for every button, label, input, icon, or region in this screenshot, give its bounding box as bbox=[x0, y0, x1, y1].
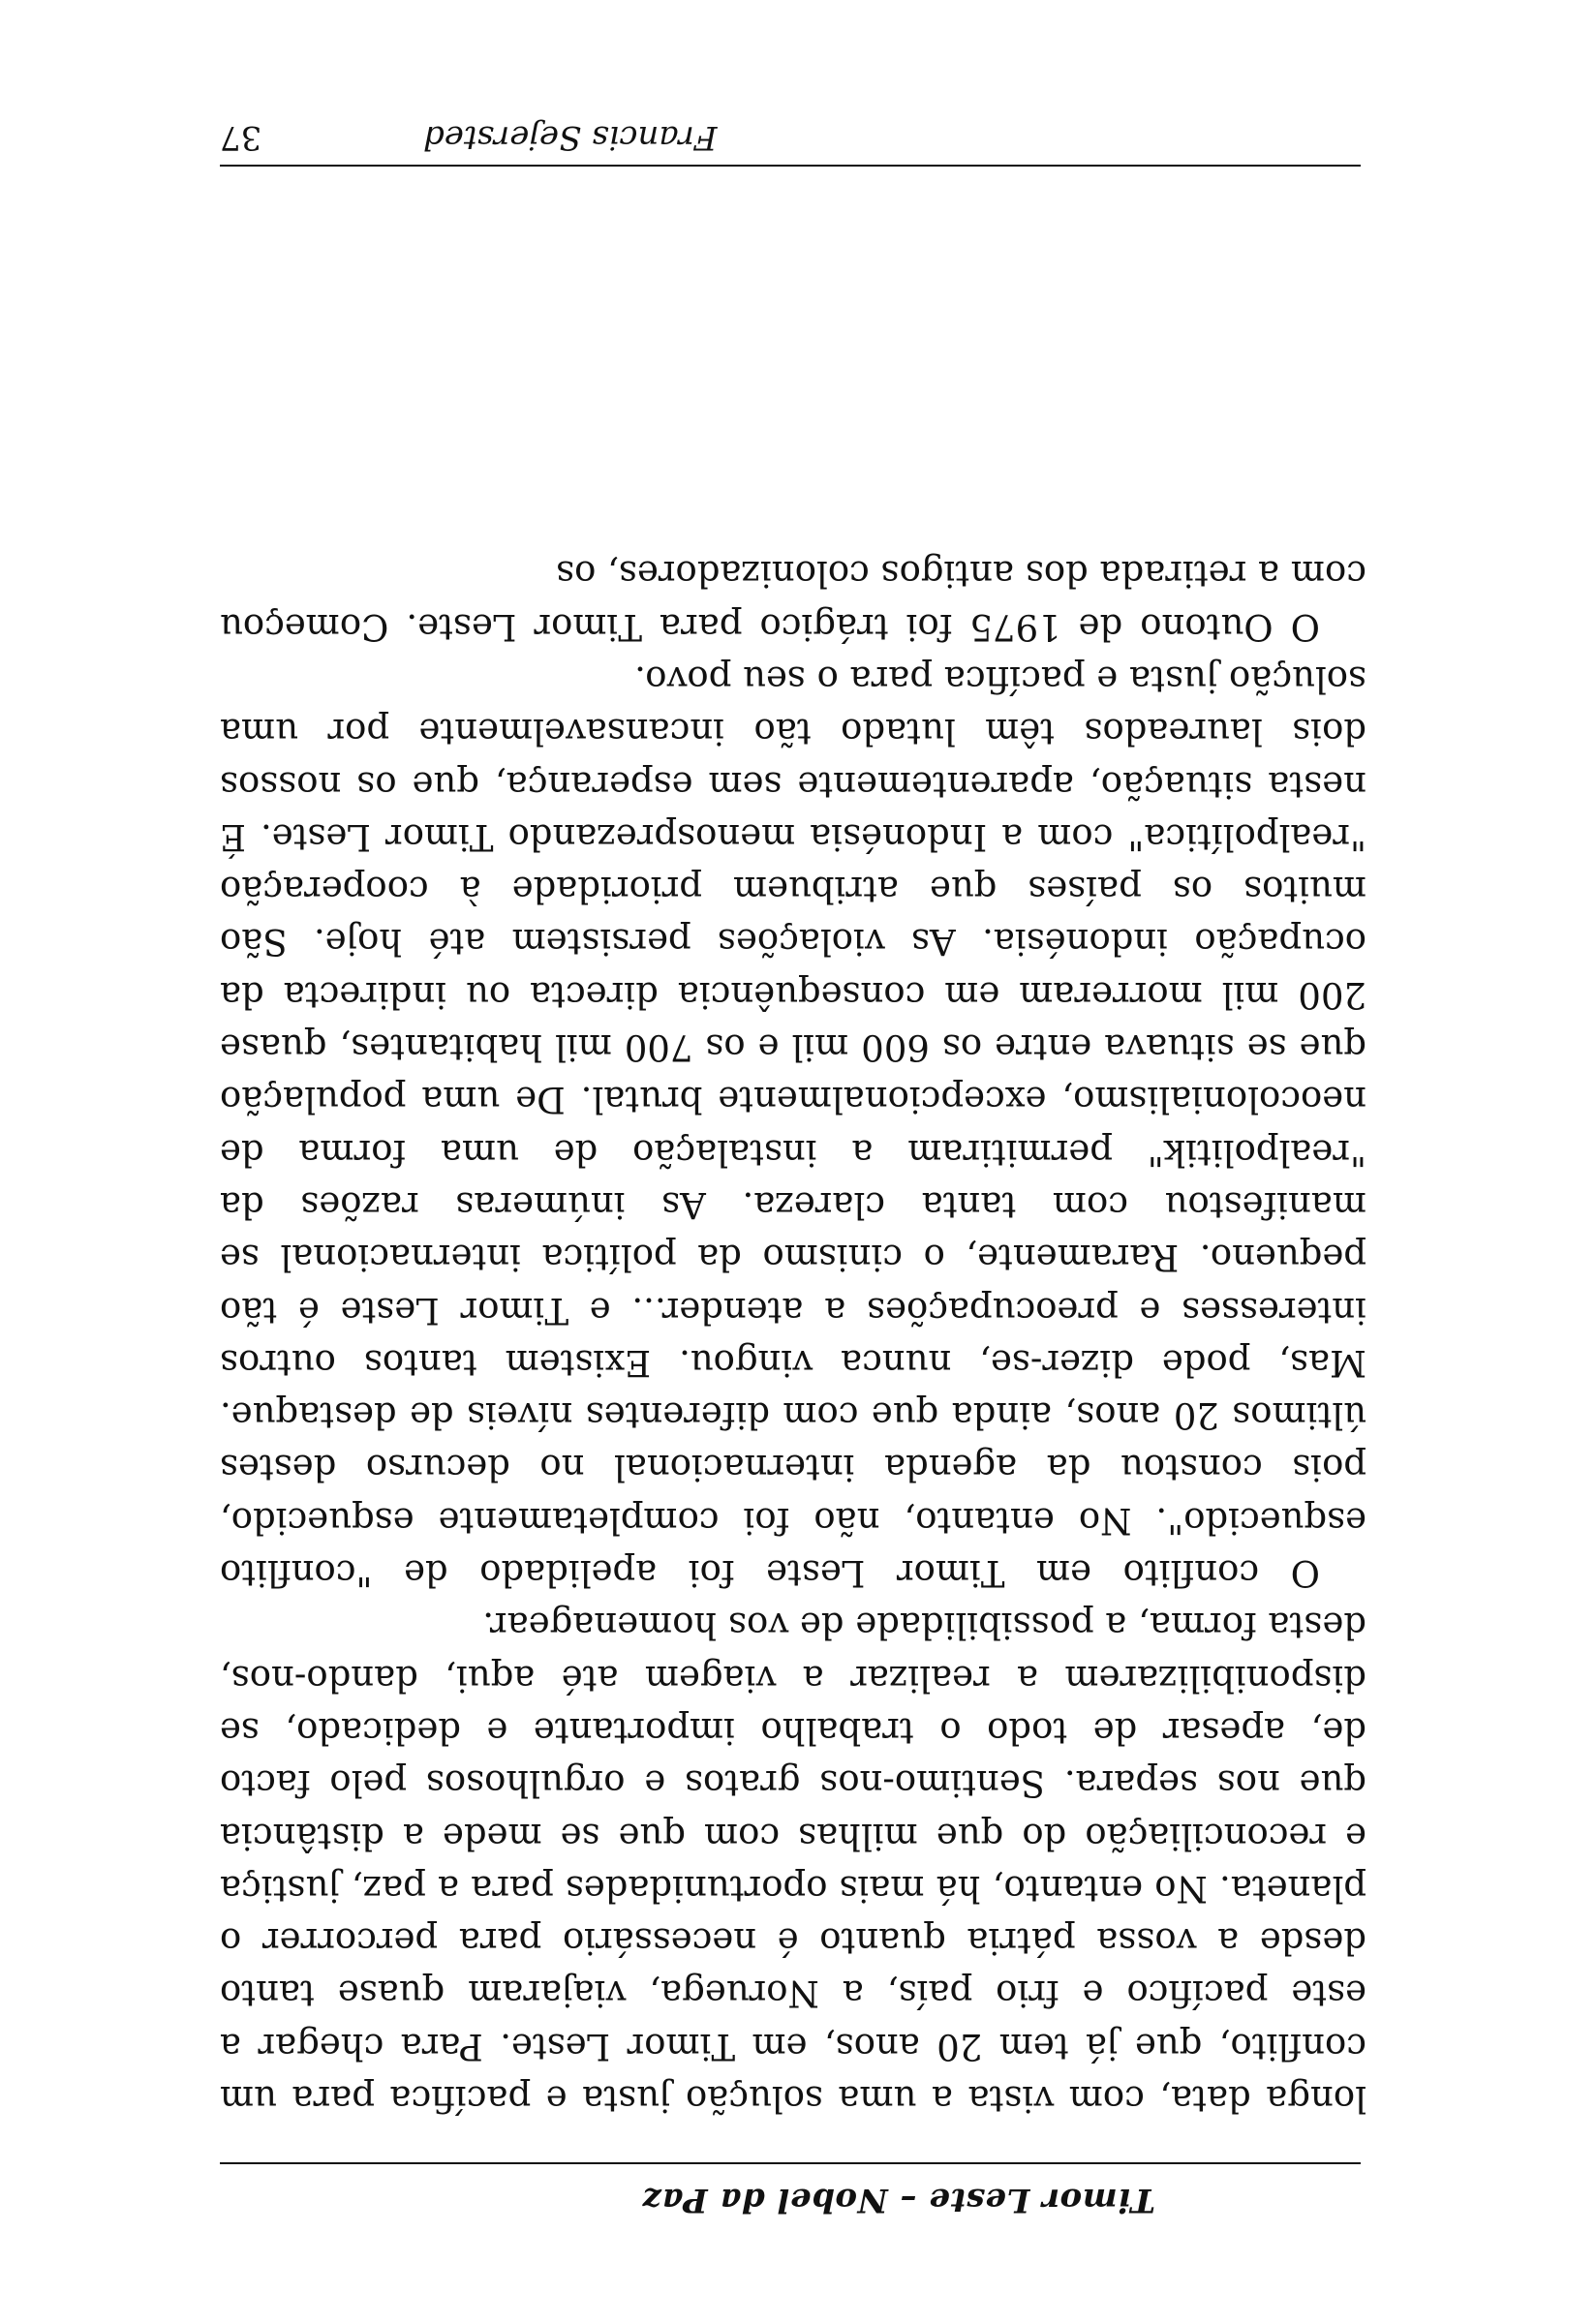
running-header-title: Timor Leste – Nobel da Paz bbox=[642, 2181, 1155, 2219]
running-footer bbox=[220, 107, 1361, 157]
running-header bbox=[220, 2169, 1361, 2219]
footer-divider bbox=[220, 165, 1361, 167]
paragraph: O conflito em Timor Leste foi apelidado de "conflito esquecido". No entanto, não foi completamente esquecido, pois constou da agenda internacional no decurso destes últimos 20 anos, ainda que com diferentes níveis de destaque. Mas, pode dizer-se, nunca vingou. Existem tantos outros interesses e preocupações a atender... e Timor Leste é tão pequeno. Raramente, o cinismo da política internacional se manifestou com tanta clareza. As inúmeras razões da "realpolitik" permitiram a instalação de uma forma de neocolonialismo, excepcionalmente brutal. De uma população que se situava entre os 600 mil e os 700 mil habitantes, quase 200 mil morreram em consequência directa ou indirecta da ocupação indonésia. As violações persistem até hoje. São muitos os países que atribuem prioridade à cooperação "realpolítica" com a Indonésia menosprezando Timor Leste. É nesta situação, aparentemente sem esperança, que os nossos dois laureados têm lutado tão incansavelmente por uma solução justa e pacífica para o seu povo. bbox=[220, 657, 1366, 1595]
body-text bbox=[220, 547, 1366, 2125]
header-divider bbox=[220, 2162, 1361, 2164]
paragraph: O Outono de 1975 foi trágico para Timor Leste. Começou com a retirada dos antigos colonizadores, os bbox=[220, 553, 1366, 648]
paragraph: longa data, com vista a uma solução justa e pacífica para um conflito, que já tem 20 anos, em Timor Leste. Para chegar a este pacífico e frio país, a Noruega, viajaram quase tanto desde a vossa pátria quanto é necessário para percorrer o planeta. No entanto, há mais oportunidades para a paz, justiça e reconciliação do que milhas com que se mede a distância que nos separa. Sentimo-nos gratos e orgulhosos pelo facto de, apesar de todo o trabalho importante e dedicado, se disponibilizarem a realizar a viagem até aqui, dando-nos, desta forma, a possibilidade de vos homenagear. bbox=[220, 1605, 1366, 2120]
page-number: 37 bbox=[220, 118, 262, 157]
footer-author: Francis Sejersted bbox=[423, 118, 718, 157]
